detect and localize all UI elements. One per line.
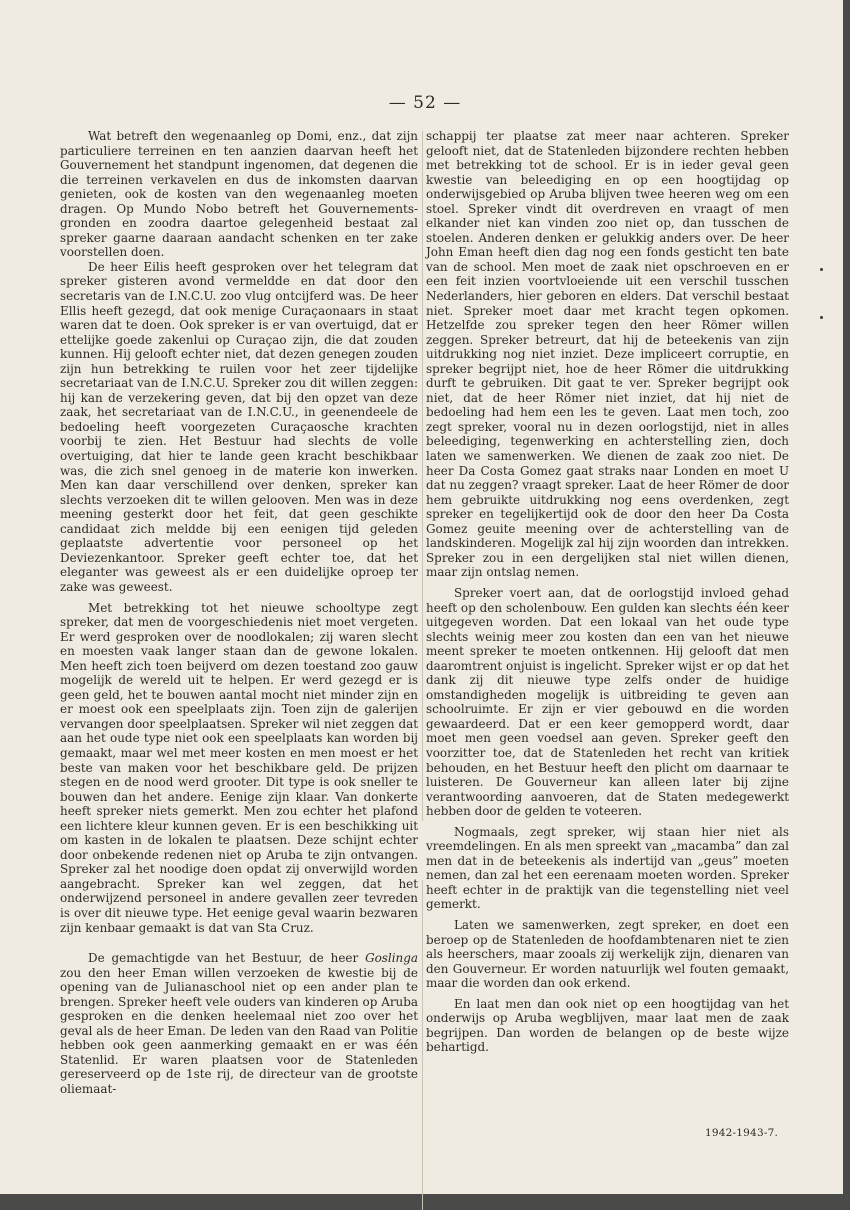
column-divider xyxy=(422,131,423,821)
paragraph: Nogmaals, zegt spreker, wij staan hier niet als vreemdelingen. En als men spreekt van „macamba” dan zal men dat in de beteekenis als indertijd van „geus” moeten nemen, dan zal het een eerenaam moeten worden. Spreker heeft echter in de praktijk van die tegenstelling niet veel gemerkt. xyxy=(426,824,789,912)
paragraph-text: De gemachtigde van het Bestuur, de heer xyxy=(88,951,366,966)
paragraph xyxy=(60,951,418,1096)
paragraph: Wat betreft den wegenaanleg op Domi, enz., dat zijn particuliere terreinen en ten aanzien daarvan heeft het Gouvernement het standpunt ingenomen, dat degenen die die terreinen verkavelen en dus de inkomsten daarvan genieten, ook de kosten van den wegenaanleg moeten dragen. Op Mundo Nobo betreft het Gouvernements-gronden en zoodra daartoe gelegenheid bestaat zal spreker gaarne daaraan aandacht schenken en ter zake voorstellen doen. xyxy=(60,129,418,260)
paragraph: En laat men dan ook niet op een hoogtijdag van het onderwijs op Aruba wegblijven, maar laat men de zaak begrijpen. Dan worden de belangen op de beste wijze behartigd. xyxy=(426,996,789,1055)
page-number: — 52 — xyxy=(388,93,462,113)
column-divider-lower xyxy=(422,880,423,1210)
paragraph: schappij ter plaatse zat meer naar achteren. Spreker gelooft niet, dat de Statenleden bijzondere rechten hebben met betrekking tot de school. Er is in ieder geval geen kwestie van beleediging en op een hoogtijdag op onderwijsgebied op Aruba blijven twee heeren weg om een stoel. Spreker vindt dit overdreven en vraagt of men elkander niet kan vinden zoo niet op, dan tusschen de stoelen. Anderen denken er gelukkig anders over. De heer John Eman heeft dien dag nog een fonds gesticht ten bate van de school. Men moet de zaak niet opschroeven en er een feit inzien voortvloeiende uit een verschil tusschen Nederlanders, hier geboren en elders. Dat verschil bestaat niet. Spreker moet daar met kracht tegen opkomen. Hetzelfde zou spreker tegen den heer Römer willen zeggen. Spreker betreurt, dat hij de beteekenis van zijn uitdrukking nog niet inziet. Deze impliceert corruptie, en spreker begrijpt niet, hoe de heer Römer die uitdrukking durft te gebruiken. Dit gaat te ver. Spreker begrijpt ook niet, dat de heer Römer niet inziet, dat hij niet de bedoeling had hem een les te geven. Laat men toch, zoo zegt spreker, vooral nu in dezen oorlogstijd, niet in alles beleediging, tegenwerking en achterstelling zien, doch laten we samenwerken. We dienen de zaak zoo niet. De heer Da Costa Gomez gaat straks naar Londen en moet U dat nu zeggen? vraagt spreker. Laat de heer Römer de door hem gebruikte uitdrukking nog eens overdenken, zegt spreker en tegelijkertijd ook de door den heer Da Costa Gomez geuite meening over de achterstelling van de landskinderen. Mogelijk zal hij zijn woorden dan intrekken. Spreker zou in een dergelijken stal niet willen dienen, maar zijn ontslag nemen. xyxy=(426,129,789,580)
paragraph: De heer Eilis heeft gesproken over het telegram dat spreker gisteren avond vermeldde en dat door den secretaris van de I.N.C.U. zoo vlug ontcijferd was. De heer Ellis heeft gezegd, dat ook menige Curaçaonaars in staat waren dat te doen. Ook spreker is er van overtuigd, dat er ettelijke goede zakenlui op Curaçao zijn, die dat zouden kunnen. Hij gelooft echter niet, dat dezen genegen zouden zijn hun betrekking te ruilen voor het zeer tijdelijke secretariaat van de I.N.C.U. Spreker zou dit willen zeggen: hij kan de verzekering geven, dat bij den opzet van deze zaak, het secretariaat van de I.N.C.U., in geenendeele de bedoeling heeft voorgezeten Curaçaosche krachten voorbij te zien. Het Bestuur had slechts de volle overtuiging, dat hier te lande geen kracht beschikbaar was, die zich snel genoeg in de materie kon inwerken. Men kan daar verschillend over denken, spreker kan slechts verzoeken dit te willen gelooven. Men was in deze meening gesterkt door het feit, dat geen geschikte candidaat zich meldde bij een eenigen tijd geleden geplaatste advertentie voor personeel op het Deviezenkantoor. Spreker geeft echter toe, dat het eleganter was geweest als er een duidelijke oproep ter zake was geweest. xyxy=(60,259,418,594)
paragraph: Met betrekking tot het nieuwe schooltype zegt spreker, dat men de voorgeschiedenis niet moet vergeten. Er werd gesproken over de noodlokalen; zij waren slecht en moesten vaak langer staan dan de gewone lokalen. Men heeft zich toen beijverd om dezen toestand zoo gauw mogelijk de wereld uit te helpen. Er werd gezegd er is geen geld, het te bouwen aantal mocht niet minder zijn en er moest ook een speelplaats zijn. Toen zijn de galerijen vervangen door speelplaatsen. Spreker wil niet zeggen dat aan het oude type niet ook een speelplaats kan worden bij gemaakt, maar wel met meer kosten en men moest er het beste van maken voor het beschikbare geld. De prijzen stegen en de nood werd grooter. Dit type is ook sneller te bouwen dan het andere. Eenige zijn klaar. Van donkerte heeft spreker niets gemerkt. Men zou echter het plafond een lichtere kleur kunnen geven. Er is een beschikking uit om kasten in de lokalen te plaatsen. Deze schijnt echter door onbekende redenen niet op Aruba te zijn ontvangen. Spreker zal het noodige doen opdat zij onverwijld worden aangebracht. Spreker kan wel zeggen, dat het onderwijzend personeel in andere gevallen zeer tevreden is over dit nieuwe type. Het eenige geval waarin bezwaren zijn kenbaar gemaakt is dat van Sta Cruz. xyxy=(60,600,418,935)
margin-mark xyxy=(820,268,823,271)
speaker-name: Goslinga xyxy=(365,951,418,966)
right-column xyxy=(426,129,789,1055)
left-column xyxy=(60,129,418,1097)
footer-code: 1942-1943-7. xyxy=(705,1127,778,1139)
margin-mark xyxy=(820,316,823,319)
paragraph: Spreker voert aan, dat de oorlogstijd invloed gehad heeft op den scholenbouw. Een gulden kan slechts één keer uitgegeven worden. Dat een lokaal van het oude type slechts weinig meer zou kosten dan een van het nieuwe meent spreker te moeten ontkennen. Hij gelooft dat men daaromtrent onjuist is ingelicht. Spreker wijst er op dat het dank zij dit nieuwe type zelfs onder de huidige omstandigheden mogelijk is uitbreiding te geven aan schoolruimte. Er zijn er vier gebouwd en die worden gewaardeerd. Dat er een keer gemopperd wordt, daar moet men geen voedsel aan geven. Spreker geeft den voorzitter toe, dat de Statenleden het recht van kritiek behouden, en het Bestuur heeft den plicht om daarnaar te luisteren. De Gouverneur kan alleen later bij zijne verantwoording aanvoeren, dat de Staten medegewerkt hebben door de gelden te voteeren. xyxy=(426,585,789,819)
paragraph-text: zou den heer Eman willen verzoeken de kwestie bij de opening van de Julianaschool niet op een ander plan te brengen. Spreker heeft vele ouders van kinderen op Aruba gesproken en die denken heelemaal niet zoo over het geval als de heer Eman. De leden van den Raad van Politie hebben ook geen aanmerking gemaakt en er was één Statenlid. Er waren plaatsen voor de Statenleden gereserveerd op de 1ste rij, de directeur van de grootste oliemaat- xyxy=(60,965,418,1096)
paragraph: Laten we samenwerken, zegt spreker, en doet een beroep op de Statenleden de hoofdambtenaren niet te zien als heerschers, maar zooals zij werkelijk zijn, dienaren van den Gouverneur. Er worden natuurlijk wel fouten gemaakt, maar die worden dan ook erkend. xyxy=(426,917,789,991)
